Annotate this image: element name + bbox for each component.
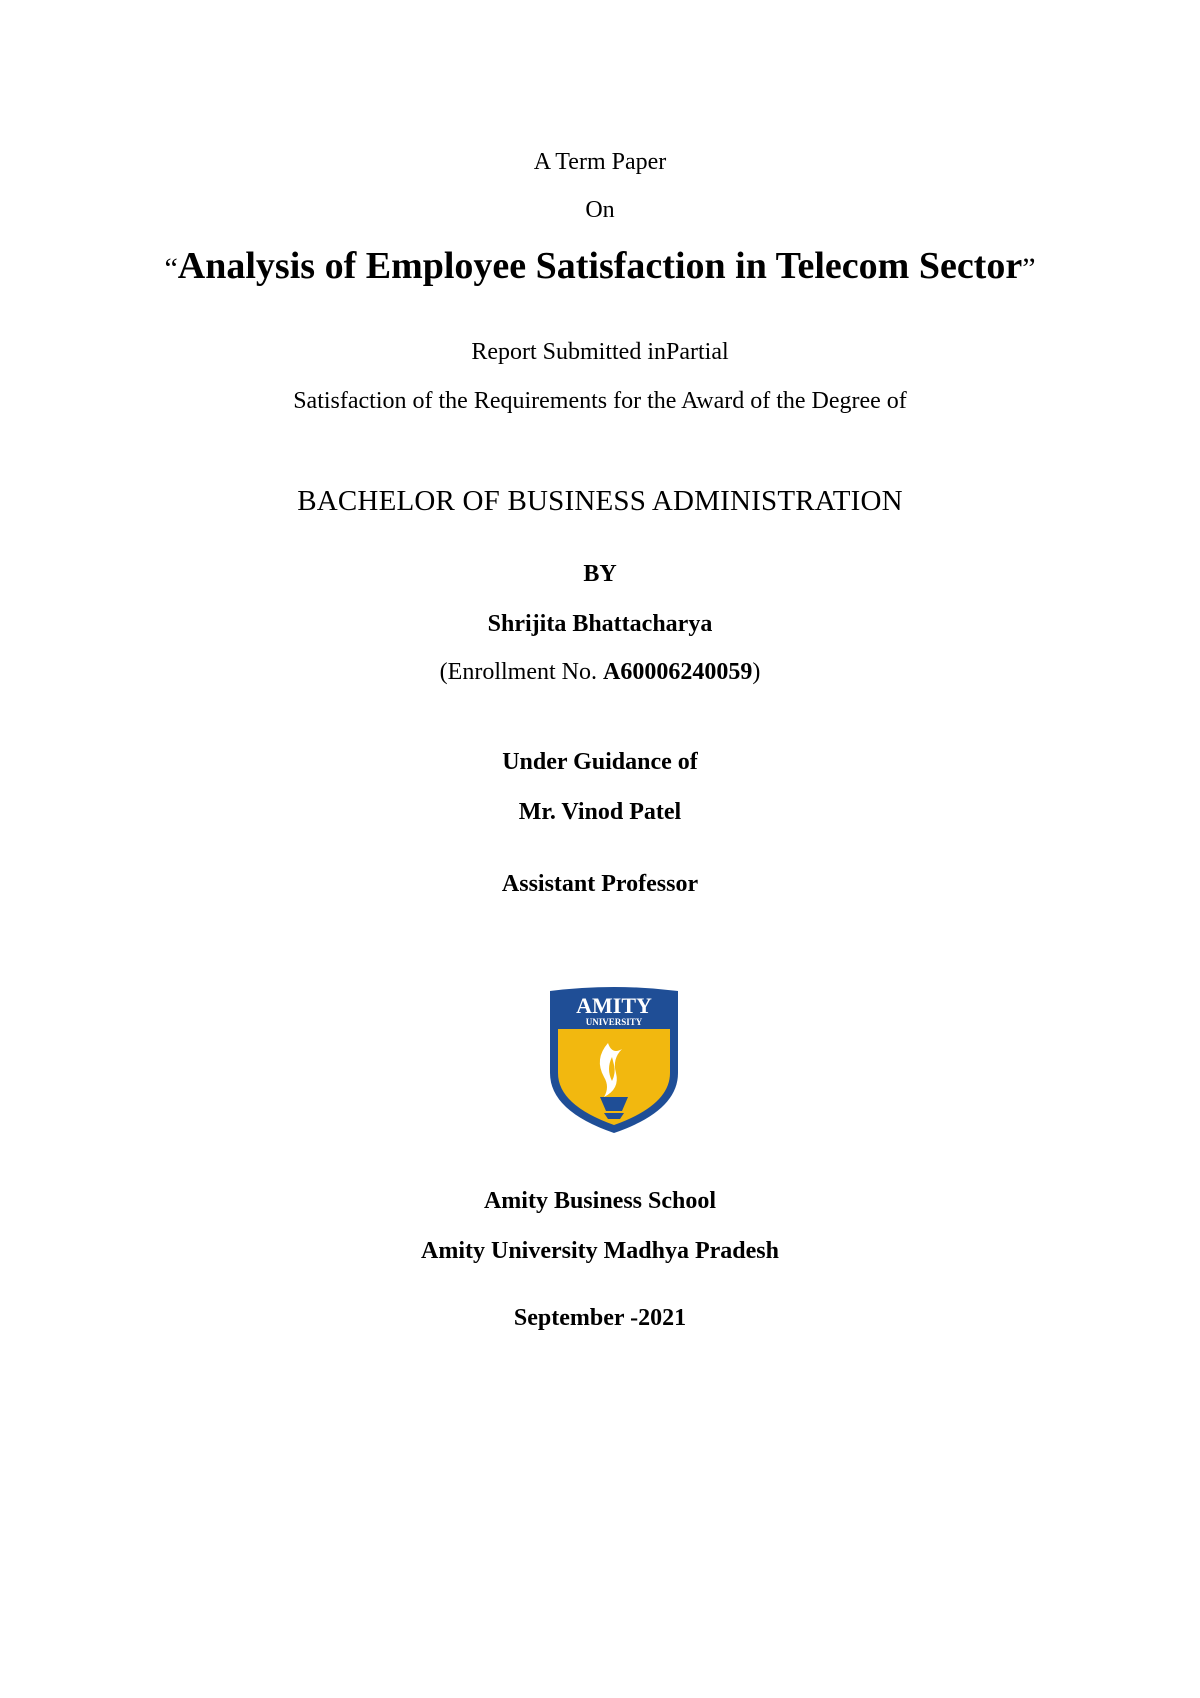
- university-name: Amity University Madhya Pradesh: [421, 1238, 779, 1264]
- enrollment-line: [0, 660, 1200, 684]
- amity-university-crest-icon: [546, 985, 682, 1135]
- author-name: Shrijita Bhattacharya: [487, 611, 713, 637]
- submitted-line-1: Report Submitted inPartial: [471, 339, 729, 365]
- logo-text-main: AMITY: [576, 993, 652, 1018]
- guidance-label: Under Guidance of: [502, 749, 698, 775]
- submitted-line-2: Satisfaction of the Requirements for the Award of the Degree of: [293, 388, 907, 414]
- title-close-quote: ”: [1022, 252, 1036, 285]
- title-text: Analysis of Employee Satisfaction in Telecom Sector: [177, 245, 1023, 287]
- on-label: On: [585, 197, 615, 223]
- school-name: Amity Business School: [483, 1188, 717, 1214]
- submission-date: September -2021: [513, 1305, 687, 1331]
- logo-text-sub: UNIVERSITY: [585, 1017, 643, 1027]
- guide-title: Assistant Professor: [501, 871, 699, 897]
- enrollment-prefix: (Enrollment No.: [439, 659, 603, 685]
- title-open-quote: “: [164, 252, 178, 285]
- by-label: BY: [583, 561, 617, 587]
- page-title: [0, 247, 1200, 285]
- degree-name: BACHELOR OF BUSINESS ADMINISTRATION: [297, 485, 903, 517]
- doc-type: A Term Paper: [533, 149, 667, 175]
- enrollment-number: A60006240059: [602, 659, 753, 685]
- guide-name: Mr. Vinod Patel: [518, 799, 682, 825]
- enrollment-suffix: ): [752, 659, 761, 685]
